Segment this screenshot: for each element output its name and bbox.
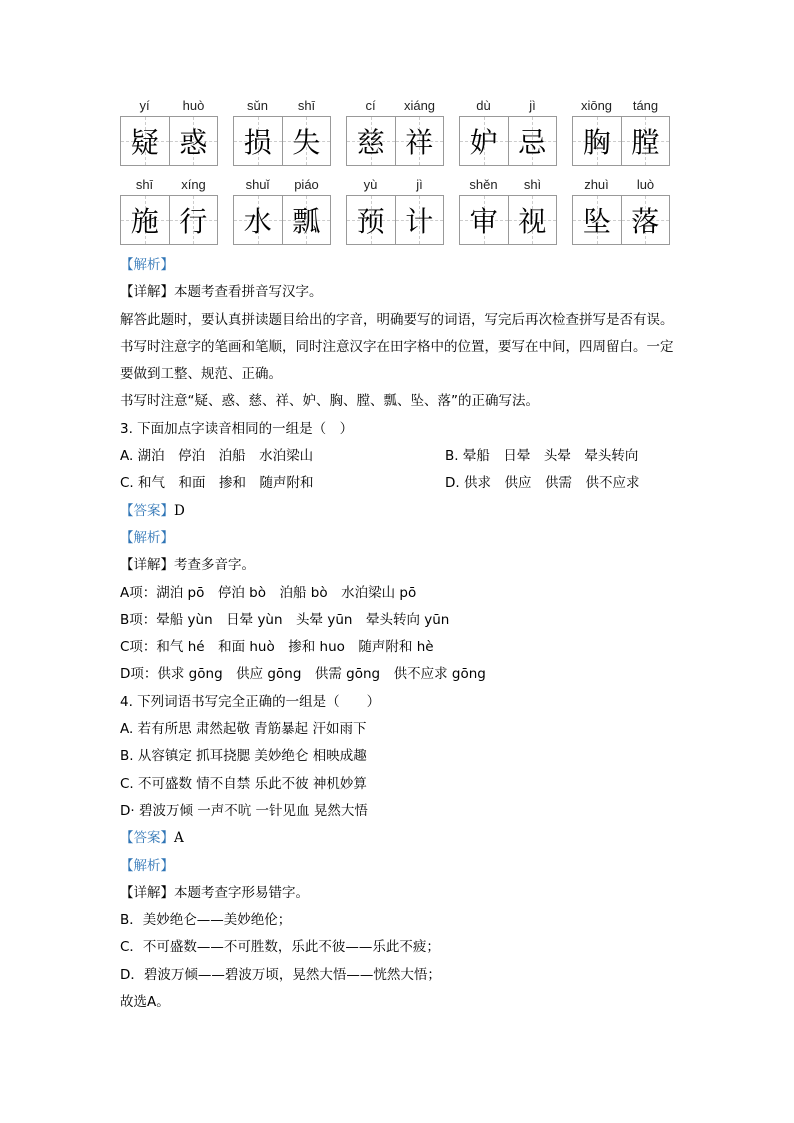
conclusion: 故选A。 (120, 994, 170, 1011)
tianzige-cell (234, 196, 282, 244)
tianzige-cell (573, 196, 621, 244)
hanzi-char: 胸 (582, 126, 611, 159)
tianzige-cell (621, 117, 670, 165)
q3-option-b: B. 晕船 日晕 头晕 晕头转向 (445, 448, 639, 465)
q4-option-c: C. 不可盛数 情不自禁 乐此不彼 神机妙算 (120, 775, 367, 792)
hanzi-char: 水 (243, 205, 272, 238)
answer-text (120, 252, 680, 1016)
q3-explain-b: B项：晕船 yùn 日晕 yùn 头晕 yūn 晕头转向 yūn (120, 611, 450, 628)
hanzi-char: 损 (243, 126, 272, 159)
q4-option-d: D· 碧波万倾 一声不吭 一针见血 晃然大悟 (120, 802, 368, 819)
pinyin-label: xiōng (580, 98, 613, 113)
tianzige-cell (234, 117, 282, 165)
explanation-paragraph: 解答此题时，要认真拼读题目给出的字音，明确要写的词语，写完后再次检查拼写是否有误。书写时注意字的笔画和笔顺，同时注意汉字在田字格中的位置，要写在中间，四周留白。一定要做到工整、规范、正确。 (120, 311, 674, 383)
hanzi-char: 预 (356, 205, 385, 238)
word-group (346, 96, 444, 166)
tianzige-cell (282, 117, 331, 165)
hanzi-char: 疑 (130, 126, 159, 159)
pinyin-label: shì (523, 177, 542, 192)
detail-text: 考查多音字。 (174, 557, 255, 574)
tianzige-cell (508, 196, 557, 244)
analysis-label: 【解析】 (120, 257, 174, 273)
tianzige-cell (282, 196, 331, 244)
pinyin-label: jì (416, 177, 423, 192)
q4-option-a: A. 若有所思 肃然起敬 青筋暴起 汗如雨下 (120, 721, 367, 738)
pinyin-label: shī (297, 98, 316, 113)
q3-explain-a: A项：湖泊 pō 停泊 bò 泊船 bò 水泊梁山 pō (120, 584, 417, 601)
tianzige-cell (121, 117, 169, 165)
answer-value: A (174, 830, 184, 847)
detail-text: 本题考查看拼音写汉字。 (174, 284, 323, 301)
pinyin-label: piáo (294, 177, 319, 192)
pinyin-label: shī (135, 177, 154, 192)
detail-label: 【详解】 (120, 557, 174, 574)
question-3-stem: 3. 下面加点字读音相同的一组是（ ） (120, 420, 354, 437)
word-group (120, 96, 218, 166)
pinyin-label: luò (636, 177, 655, 192)
writing-note: 书写时注意“疑、惑、慈、祥、妒、胸、膛、瓢、坠、落”的正确写法。 (120, 393, 539, 410)
q4-explain-c: C．不可盛数——不可胜数，乐此不彼——乐此不疲； (120, 939, 440, 956)
hanzi-char: 忌 (518, 126, 547, 159)
tianzige-cell (395, 196, 444, 244)
hanzi-char: 施 (130, 205, 159, 238)
pinyin-label: táng (632, 98, 659, 113)
tianzige-cell (621, 196, 670, 244)
tianzige-cell (460, 196, 508, 244)
hanzi-char: 祥 (405, 126, 434, 159)
q4-option-b: B. 从容镇定 抓耳挠腮 美妙绝仑 相映成趣 (120, 748, 367, 765)
word-group (233, 96, 331, 166)
question-4-stem: 4. 下列词语书写完全正确的一组是（ ） (120, 693, 381, 710)
hanzi-char: 行 (179, 205, 208, 238)
hanzi-char: 计 (405, 205, 434, 238)
word-group (346, 175, 444, 245)
word-group (459, 96, 557, 166)
pinyin-label: zhuì (584, 177, 609, 192)
hanzi-char: 妒 (469, 126, 498, 159)
tianzige-cell (395, 117, 444, 165)
pinyin-label: huò (182, 98, 205, 113)
hanzi-char: 惑 (179, 126, 208, 159)
word-group (233, 175, 331, 245)
hanzi-char: 坠 (582, 205, 611, 238)
hanzi-char: 审 (469, 205, 498, 238)
tianzige-cell (121, 196, 169, 244)
answer-value: D (174, 502, 185, 519)
pinyin-grid-row (120, 96, 670, 166)
q3-explain-d: D项：供求 gōng 供应 gōng 供需 gōng 供不应求 gōng (120, 666, 486, 683)
q4-explain-b: B．美妙绝仑——美妙绝伦； (120, 912, 292, 929)
q3-option-a: A. 湖泊 停泊 泊船 水泊梁山 (120, 448, 314, 465)
answer-label: 【答案】 (120, 830, 174, 847)
analysis-label: 【解析】 (120, 857, 174, 874)
word-group (572, 175, 670, 245)
pinyin-label: dù (476, 98, 491, 113)
pinyin-label: jì (529, 98, 536, 113)
word-group (459, 175, 557, 245)
pinyin-grid-row (120, 175, 670, 245)
q3-explain-c: C项：和气 hé 和面 huò 掺和 huo 随声附和 hè (120, 639, 434, 656)
detail-label: 【详解】 (120, 884, 174, 901)
q4-explain-d: D．碧波万倾——碧波万顷，晃然大悟——恍然大悟； (120, 966, 441, 983)
hanzi-char: 膛 (631, 126, 660, 159)
hanzi-char: 瓢 (292, 205, 321, 238)
analysis-label: 【解析】 (120, 529, 174, 546)
hanzi-char: 落 (631, 205, 660, 238)
q3-option-d: D. 供求 供应 供需 供不应求 (445, 475, 640, 492)
pinyin-label: cí (365, 98, 376, 113)
word-group (120, 175, 218, 245)
answer-label: 【答案】 (120, 502, 174, 519)
pinyin-label: sǔn (247, 98, 268, 113)
pinyin-label: xíng (181, 177, 206, 192)
pinyin-label: shěn (469, 177, 498, 192)
tianzige-cell (169, 196, 218, 244)
tianzige-cell (347, 196, 395, 244)
tianzige-cell (573, 117, 621, 165)
tianzige-cell (508, 117, 557, 165)
pinyin-label: shuǐ (245, 177, 270, 192)
pinyin-label: yí (139, 98, 150, 113)
pinyin-label: yù (363, 177, 378, 192)
tianzige-cell (347, 117, 395, 165)
tianzige-cell (460, 117, 508, 165)
pinyin-label: xiáng (403, 98, 436, 113)
detail-text: 本题考查字形易错字。 (174, 884, 309, 901)
hanzi-char: 失 (292, 126, 321, 159)
word-group (572, 96, 670, 166)
q3-option-c: C. 和气 和面 掺和 随声附和 (120, 475, 314, 492)
tianzige-cell (169, 117, 218, 165)
hanzi-char: 视 (518, 205, 547, 238)
hanzi-char: 慈 (356, 126, 385, 159)
detail-label: 【详解】 (120, 284, 174, 301)
